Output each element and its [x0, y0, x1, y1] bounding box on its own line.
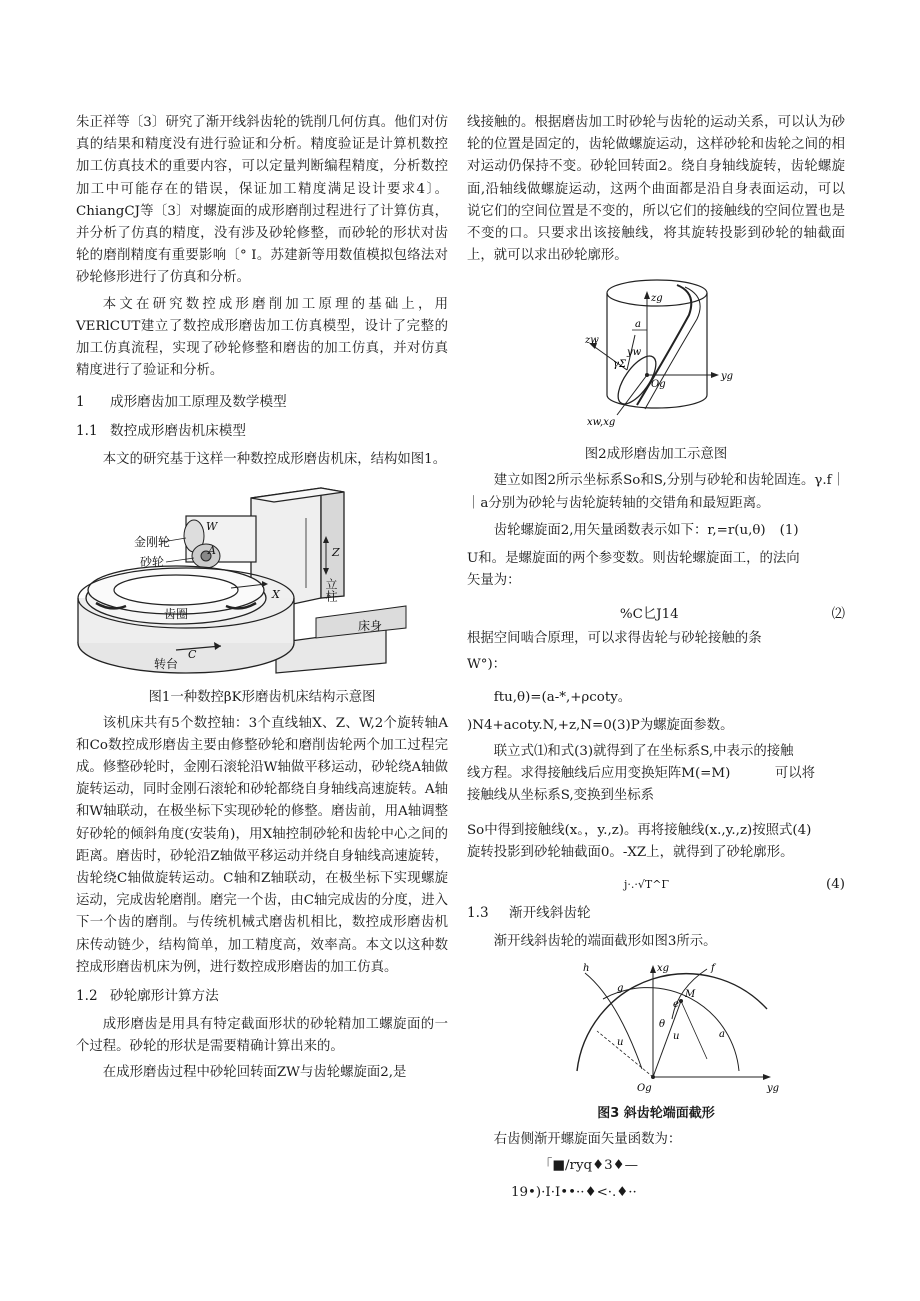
- machine-tool-diagram: [76, 478, 448, 678]
- gear-end-section-diagram: [467, 959, 845, 1099]
- equation-3-line-1: ftu,θ)=(a-*,+ρcoty。: [493, 689, 632, 705]
- equation-4: [467, 874, 845, 896]
- paragraph-contact-line-l2: 线方程。求得接触线后应用变换矩阵M(=M) 可以将: [467, 766, 815, 782]
- label-yg: yg: [767, 1083, 780, 1095]
- section-number: 1.1: [76, 423, 98, 440]
- equation-2-number: ⑵: [831, 607, 845, 623]
- paragraph-verlcut: 本文在研究数控成形磨削加工原理的基础上，用VERlCUT建立了数控成形磨齿加工仿真模型，设计了完整的加工仿真流程，实现了砂轮修整和磨齿的加工仿真，并对仿真精度进行了验证和分析。: [76, 296, 448, 379]
- label-grinding-wheel: 砂轮: [140, 554, 165, 569]
- section-number: 1: [76, 394, 85, 411]
- equation-2: [467, 604, 845, 626]
- section-number: 1.3: [467, 905, 489, 922]
- section-title: 渐开线斜齿轮: [509, 905, 591, 922]
- label-xw-xg: xw,xg: [587, 417, 616, 429]
- section-1-heading: [76, 391, 448, 413]
- figure-3-caption: 图3 斜齿轮端面截形: [597, 1106, 715, 1122]
- label-bed: 床身: [358, 618, 383, 633]
- label-zw: zw: [585, 335, 599, 347]
- label-h: h: [583, 963, 590, 975]
- equation-1-number: (1): [779, 522, 799, 538]
- label-alpha: a: [719, 1029, 725, 1041]
- paragraph-machine-intro: 本文的研究基于这样一种数控成形磨齿机床，结构如图1。: [102, 452, 447, 468]
- left-column: [76, 112, 448, 1085]
- section-1-1-heading: [76, 420, 448, 442]
- equation-5-line-2: 19•)·I·I••··♦<·.♦··: [511, 1184, 637, 1200]
- equation-1-text: 齿轮螺旋面2,用矢量函数表示如下：r,=r(u,θ): [493, 522, 766, 538]
- label-gear-ring: 齿圈: [164, 606, 189, 621]
- paragraph-involute-gear: 渐开线斜齿轮的端面截形如图3所示。: [493, 934, 717, 950]
- section-1-3-heading: [467, 902, 845, 924]
- equation-4-number: (4): [826, 877, 845, 893]
- figure-2-caption: 图2成形磨齿加工示意图: [584, 447, 728, 463]
- paragraph-parameters-l1: U和。是螺旋面的两个参变数。则齿轮螺旋面工，的法向: [467, 550, 800, 566]
- label-yg: yg: [721, 371, 734, 383]
- equation-3-line-2: )N4+acoty.N,+z,N=0(3)P为螺旋面参数。: [467, 717, 734, 733]
- label-yw: yw: [627, 347, 642, 359]
- label-axis-w: W: [206, 519, 218, 533]
- grinding-coordinate-diagram: [467, 275, 845, 435]
- label-u: u: [673, 1031, 680, 1043]
- paragraph-machine-axes: 该机床共有5个数控轴：3个直线轴X、Z、W,2个旋转轴A和Co数控成形磨齿主要由修整砂轮和磨削齿轮两个加工过程完成。修整砂轮时，金刚石滚轮沿W轴做平移运动，砂轮绕A轴做旋转运动，同时金刚石滚轮和砂轮都绕自身轴线高速旋转。A轴和W轴联动，在极坐标下实现砂轮的修整。磨齿前，用A轴调整好砂轮的倾斜角度(安装角)，用X轴控制砂轮和齿轮中心之间的距离。磨齿时，砂轮沿Z轴做平移运动并绕自身轴线高速旋转，齿轮绕C轴做旋转运动。C轴和Z轴联动，在极坐标下实现螺旋运动，完成齿轮磨削。磨完一个齿，由C轴完成齿的分度，进入下一个齿的磨削。与传统机械式磨齿机相比，数控成形磨齿机床传动链少，结构简单，加工精度高，效率高。本文以这种数控成形磨齿机床为例，进行数控成形磨齿的加工仿真。: [76, 715, 448, 975]
- label-column: 立柱: [324, 577, 338, 602]
- section-title: 砂轮廓形计算方法: [110, 988, 219, 1005]
- label-turntable: 转台: [154, 656, 179, 671]
- label-axis-a: A: [208, 543, 216, 557]
- paragraph-meshing-l2: W°)：: [467, 657, 507, 673]
- label-a: a: [635, 319, 641, 331]
- intro-paragraph: 朱正祥等〔3〕研究了渐开线斜齿轮的铣削几何仿真。他们对仿真的结果和精度没有进行验证和分析。精度验证是计算机数控加工仿真技术的重要内容，可以定量判断编程精度，分析数控加工中可能存在的错误，保证加工精度满足设计要求4〕。ChiangCJ等〔3〕对螺旋面的成形磨削过程进行了计算仿真，并分析了仿真的精度，没有涉及砂轮修整，而砂轮的形状对齿轮的磨削精度有重要影响〔° I。苏建新等用数值模拟包络法对砂轮修形进行了仿真和分析。: [76, 115, 448, 286]
- paragraph-line-contact: 线接触的。根据磨齿加工时砂轮与齿轮的运动关系，可以认为砂轮的位置是固定的，齿轮做螺旋运动，这样砂轮和齿轮之间的相对运动仍保持不变。砂轮回转面2。绕自身轴线旋转，齿轮螺旋面,沿轴线做螺旋运动，这两个曲面都是沿自身表面运动，可以说它们的空间位置是不变的，所以它们的接触线的空间位置也是不变的口。只要求出该接触线，将其旋转投影到砂轮的轴截面上，就可以求出砂轮廓形。: [467, 115, 845, 264]
- paragraph-coordinate-systems: 建立如图2所示坐标系So和S,分别与砂轮和齿轮固连。γ.f｜｜a分别为砂轮与齿轮旋转轴的交错角和最短距离。: [467, 473, 845, 511]
- equation-4-text: j·.·√T^Γ: [623, 878, 670, 892]
- label-xg: xg: [657, 963, 670, 975]
- section-number: 1.2: [76, 988, 98, 1005]
- figure-3: [467, 959, 845, 1125]
- paragraph-projection-l2: 旋转投影到砂轮轴截面0。-XZ上，就得到了砂轮廓形。: [467, 844, 794, 860]
- figure-2: [467, 275, 845, 466]
- equation-2-text: %C匕J14: [619, 607, 679, 623]
- figure-1: [76, 478, 448, 709]
- paragraph-meshing-l1: 根据空间啮合原理，可以求得齿轮与砂轮接触的条: [467, 631, 762, 647]
- label-e: e: [673, 999, 679, 1011]
- label-theta: θ: [659, 1019, 666, 1031]
- equation-1: [467, 520, 845, 542]
- label-og: Og: [651, 379, 666, 391]
- label-u-left: u: [617, 1037, 624, 1049]
- figure-1-caption: 图1一种数控βK形磨齿机床结构示意图: [148, 689, 376, 705]
- right-column: [467, 112, 845, 1204]
- paragraph-contact-line-l1: 联立式⑴和式(3)就得到了在坐标系S,中表示的接触: [493, 744, 794, 760]
- section-title: 成形磨齿加工原理及数学模型: [110, 394, 287, 411]
- paragraph-projection-l1: So中得到接触线(x。，y.,z)。再将接触线(x.,y.,z)按照式(4): [467, 822, 812, 838]
- label-zg: zg: [651, 293, 663, 305]
- paragraph-surface-contact: 在成形磨齿过程中砂轮回转面ZW与齿轮螺旋面2,是: [102, 1065, 407, 1081]
- section-1-2-heading: [76, 985, 448, 1007]
- label-og: Og: [637, 1083, 652, 1095]
- section-title: 数控成形磨齿机床模型: [110, 423, 246, 440]
- label-axis-z: Z: [332, 545, 340, 559]
- paragraph-contact-line-l3: 接触线从坐标系S,变换到坐标系: [467, 788, 655, 804]
- label-m: M: [685, 989, 696, 1001]
- equation-5-line-1: 「■/ryq♦3♦—: [539, 1158, 639, 1174]
- paragraph-forming-grinding: 成形磨齿是用具有特定截面形状的砂轮精加工螺旋面的一个过程。砂轮的形状是需要精确计算出来的。: [76, 1017, 448, 1055]
- paragraph-parameters-l2: 矢量为：: [467, 573, 521, 589]
- label-f: f: [711, 963, 715, 975]
- label-axis-x: X: [272, 587, 280, 601]
- label-gamma: γΣ: [613, 359, 627, 371]
- label-g: g: [617, 983, 624, 995]
- label-axis-c: C: [188, 647, 197, 661]
- label-diamond-roller: 金刚轮: [134, 534, 171, 549]
- paragraph-right-flank: 右齿侧渐开螺旋面矢量函数为：: [493, 1132, 682, 1148]
